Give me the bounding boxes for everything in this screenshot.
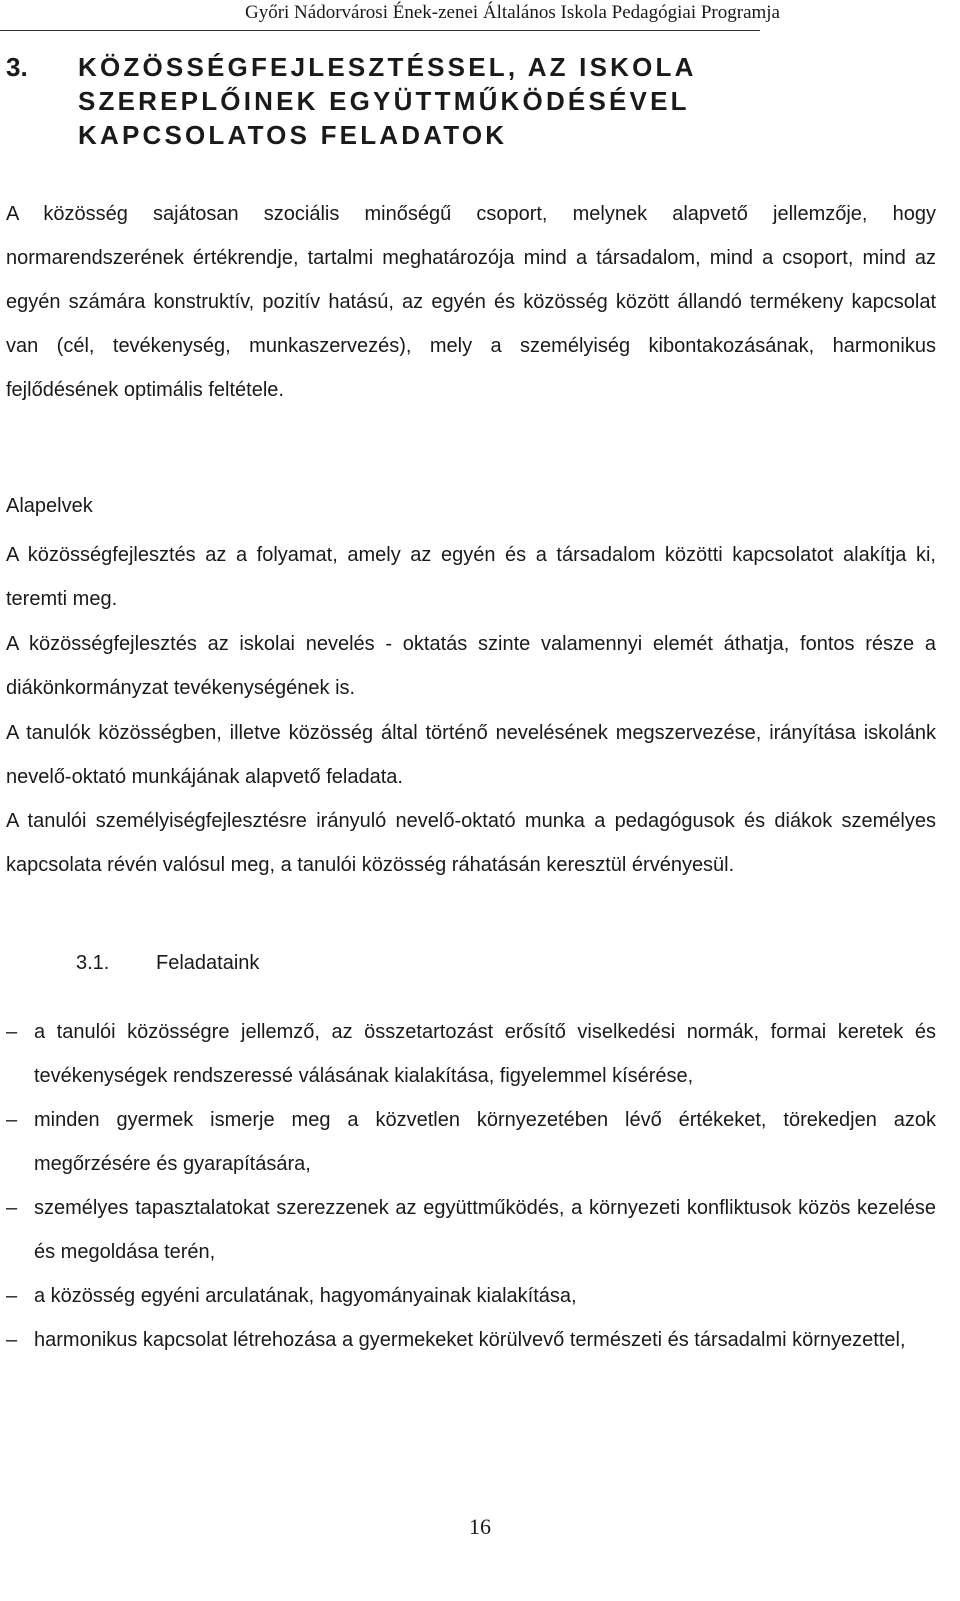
list-item-text: harmonikus kapcsolat létrehozása a gyermekeket körülvevő természeti és társadalmi környezettel, <box>34 1329 906 1351</box>
header-rule <box>0 30 760 31</box>
intro-paragraph: A közösség sajátosan szociális minőségű csoport, melynek alapvető jellemzője, hogy normarendszerének értékrendje, tartalmi meghatározója mind a társadalom, mind a csoport, mind az egyén számára konstruktív, pozitív hatású, az egyén és közösség között állandó termékeny kapcsolat van (cél, tevékenység, munkaszervezés), mely a személyiség kibontakozásának, harmonikus fejlődésének optimális feltétele. <box>6 203 936 401</box>
principles-heading: Alapelvek <box>6 495 93 517</box>
chapter-title-line: KÖZÖSSÉGFEJLESZTÉSSEL, AZ ISKOLA <box>78 52 697 82</box>
dash-bullet-icon: – <box>6 1021 18 1043</box>
list-item <box>6 1274 936 1318</box>
list-item-text: a közösség egyéni arculatának, hagyományainak kialakítása, <box>34 1285 577 1307</box>
chapter-title-line: KAPCSOLATOS FELADATOK <box>78 120 508 150</box>
chapter-heading <box>6 50 766 152</box>
list-item-text: minden gyermek ismerje meg a közvetlen környezetében lévő értékeket, törekedjen azok megőrzésére és gyarapítására, <box>34 1109 936 1175</box>
dash-bullet-icon: – <box>6 1285 18 1307</box>
chapter-title <box>78 50 766 152</box>
dash-bullet-icon: – <box>6 1109 18 1131</box>
list-item <box>6 1010 936 1098</box>
principles-paragraph: A közösségfejlesztés az iskolai nevelés - oktatás szinte valamennyi elemét áthatja, fontos része a diákönkormányzat tevékenységének is. <box>6 633 936 699</box>
principles-paragraph: A tanulók közösségben, illetve közösség által történő nevelésének megszervezése, irányítása iskolánk nevelő-oktató munkájának alapvető feladata. <box>6 722 936 788</box>
chapter-title-line: SZEREPLŐINEK EGYÜTTMŰKÖDÉSÉVEL <box>78 86 690 116</box>
section-heading <box>76 941 259 985</box>
running-header: Győri Nádorvárosi Ének-zenei Általános Iskola Pedagógiai Programja <box>244 2 780 23</box>
list-item-text: személyes tapasztalatokat szerezzenek az együttműködés, a környezeti konfliktusok közös kezelése és megoldása terén, <box>34 1197 936 1263</box>
principles-paragraph: A tanulói személyiségfejlesztésre irányuló nevelő-oktató munka a pedagógusok és diákok személyes kapcsolata révén valósul meg, a tanulói közösség ráhatásán keresztül érvényesül. <box>6 810 936 876</box>
dash-bullet-icon: – <box>6 1329 18 1351</box>
section-title: Feladataink <box>156 952 260 974</box>
page-number: 16 <box>469 1514 491 1539</box>
list-item <box>6 1318 936 1362</box>
principles-paragraph: A közösségfejlesztés az a folyamat, amely az egyén és a társadalom közötti kapcsolatot alakítja ki, teremti meg. <box>6 544 936 610</box>
dash-bullet-icon: – <box>6 1197 18 1219</box>
list-item <box>6 1098 936 1186</box>
list-item-text: a tanulói közösségre jellemző, az összetartozást erősítő viselkedési normák, formai keretek és tevékenységek rendszeressé válásának kialakítása, figyelemmel kísérése, <box>34 1021 936 1087</box>
task-list <box>6 1010 936 1362</box>
chapter-number: 3. <box>6 52 28 82</box>
section-number: 3.1. <box>76 952 110 974</box>
list-item <box>6 1186 936 1274</box>
